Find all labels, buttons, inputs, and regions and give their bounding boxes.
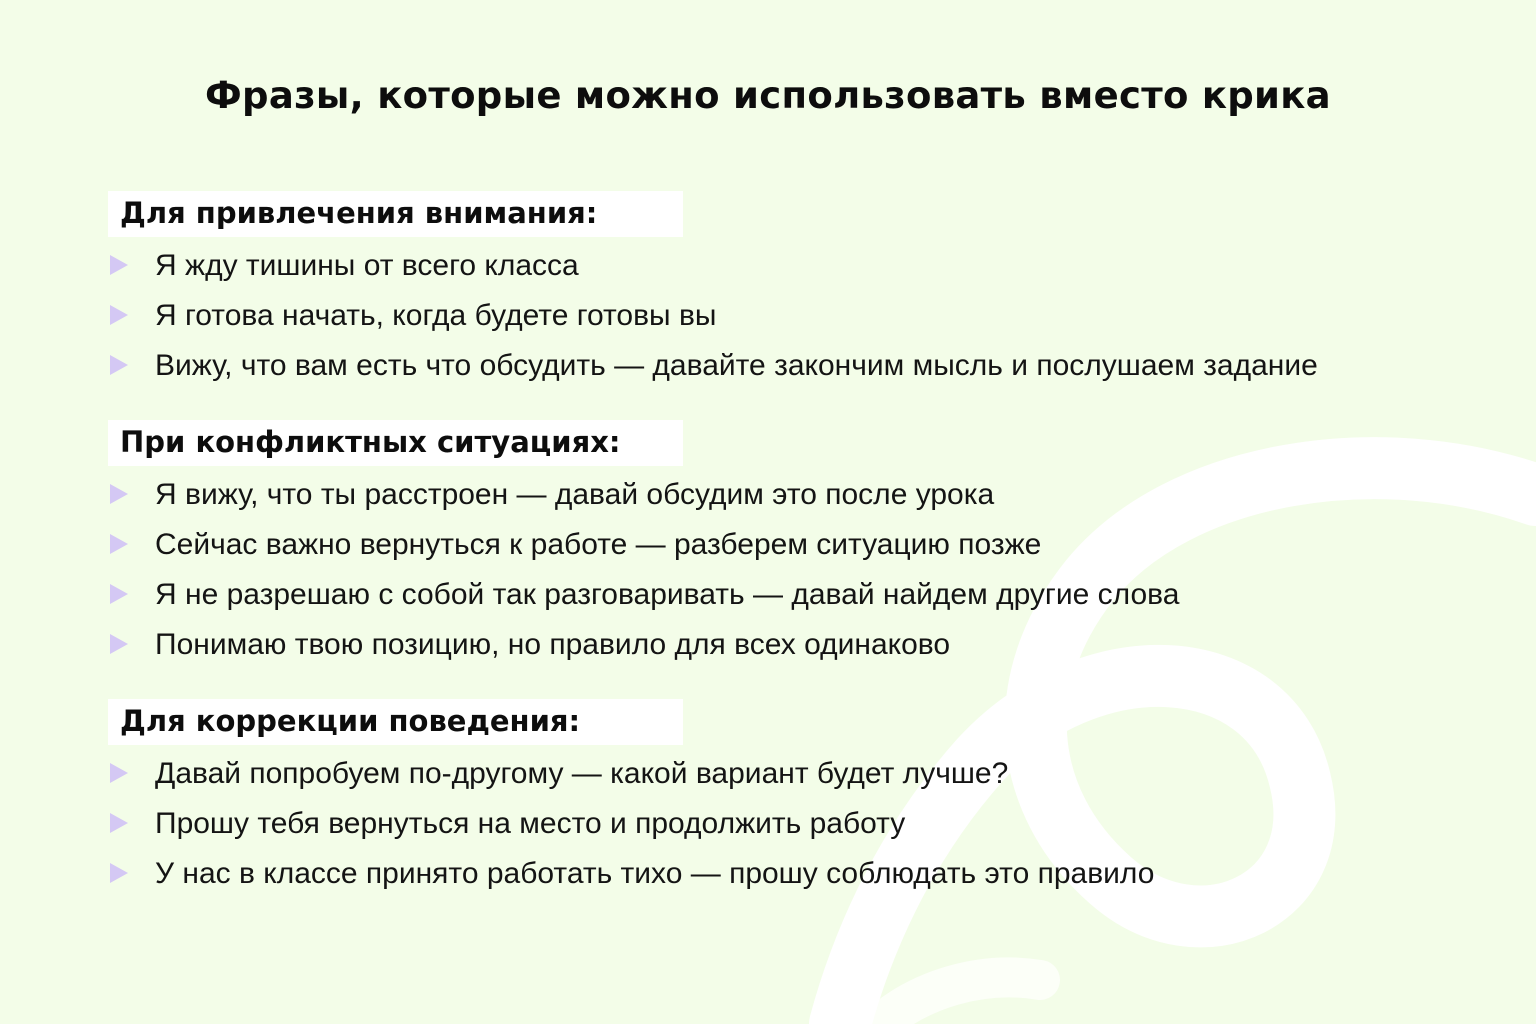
phrase-text: Я вижу, что ты расстроен — давай обсудим это после урока — [155, 478, 995, 511]
phrase-text: Сейчас важно вернуться к работе — разберем ситуацию позже — [155, 528, 1042, 561]
triangle-right-icon — [110, 763, 128, 783]
triangle-right-icon — [110, 634, 128, 654]
phrase-text: У нас в классе принято работать тихо — прошу соблюдать это правило — [155, 857, 1155, 890]
triangle-right-icon — [110, 534, 128, 554]
section-conflict — [108, 420, 1179, 670]
list-item — [108, 620, 1179, 670]
triangle-right-icon — [110, 355, 128, 375]
phrase-text: Я готова начать, когда будете готовы вы — [155, 299, 717, 332]
section-heading: Для привлечения внимания: — [108, 191, 683, 237]
list-item — [108, 570, 1179, 620]
list-item — [108, 470, 1179, 520]
triangle-right-icon — [110, 863, 128, 883]
list-item — [108, 341, 1318, 391]
page-title: Фразы, которые можно использовать вместо крика — [205, 74, 1331, 117]
phrase-text: Прошу тебя вернуться на место и продолжить работу — [155, 807, 906, 840]
section-heading: Для коррекции поведения: — [108, 699, 683, 745]
triangle-right-icon — [110, 813, 128, 833]
list-item — [108, 799, 1154, 849]
phrase-text: Понимаю твою позицию, но правило для всех одинаково — [155, 628, 951, 661]
triangle-right-icon — [110, 305, 128, 325]
phrase-list — [108, 241, 1318, 391]
list-item — [108, 520, 1179, 570]
section-heading: При конфликтных ситуациях: — [108, 420, 683, 466]
phrase-text: Вижу, что вам есть что обсудить — давайте закончим мысль и послушаем задание — [155, 349, 1318, 382]
phrase-text: Я жду тишины от всего класса — [155, 249, 579, 282]
list-item — [108, 291, 1318, 341]
phrase-text: Я не разрешаю с собой так разговаривать — давай найдем другие слова — [155, 578, 1180, 611]
triangle-right-icon — [110, 584, 128, 604]
phrase-list — [108, 749, 1154, 899]
list-item — [108, 749, 1154, 799]
section-behavior-correction — [108, 699, 1154, 899]
phrase-text: Давай попробуем по-другому — какой вариант будет лучше? — [155, 757, 1009, 790]
triangle-right-icon — [110, 484, 128, 504]
list-item — [108, 849, 1154, 899]
triangle-right-icon — [110, 255, 128, 275]
section-attention — [108, 191, 1318, 391]
phrase-list — [108, 470, 1179, 670]
list-item — [108, 241, 1318, 291]
